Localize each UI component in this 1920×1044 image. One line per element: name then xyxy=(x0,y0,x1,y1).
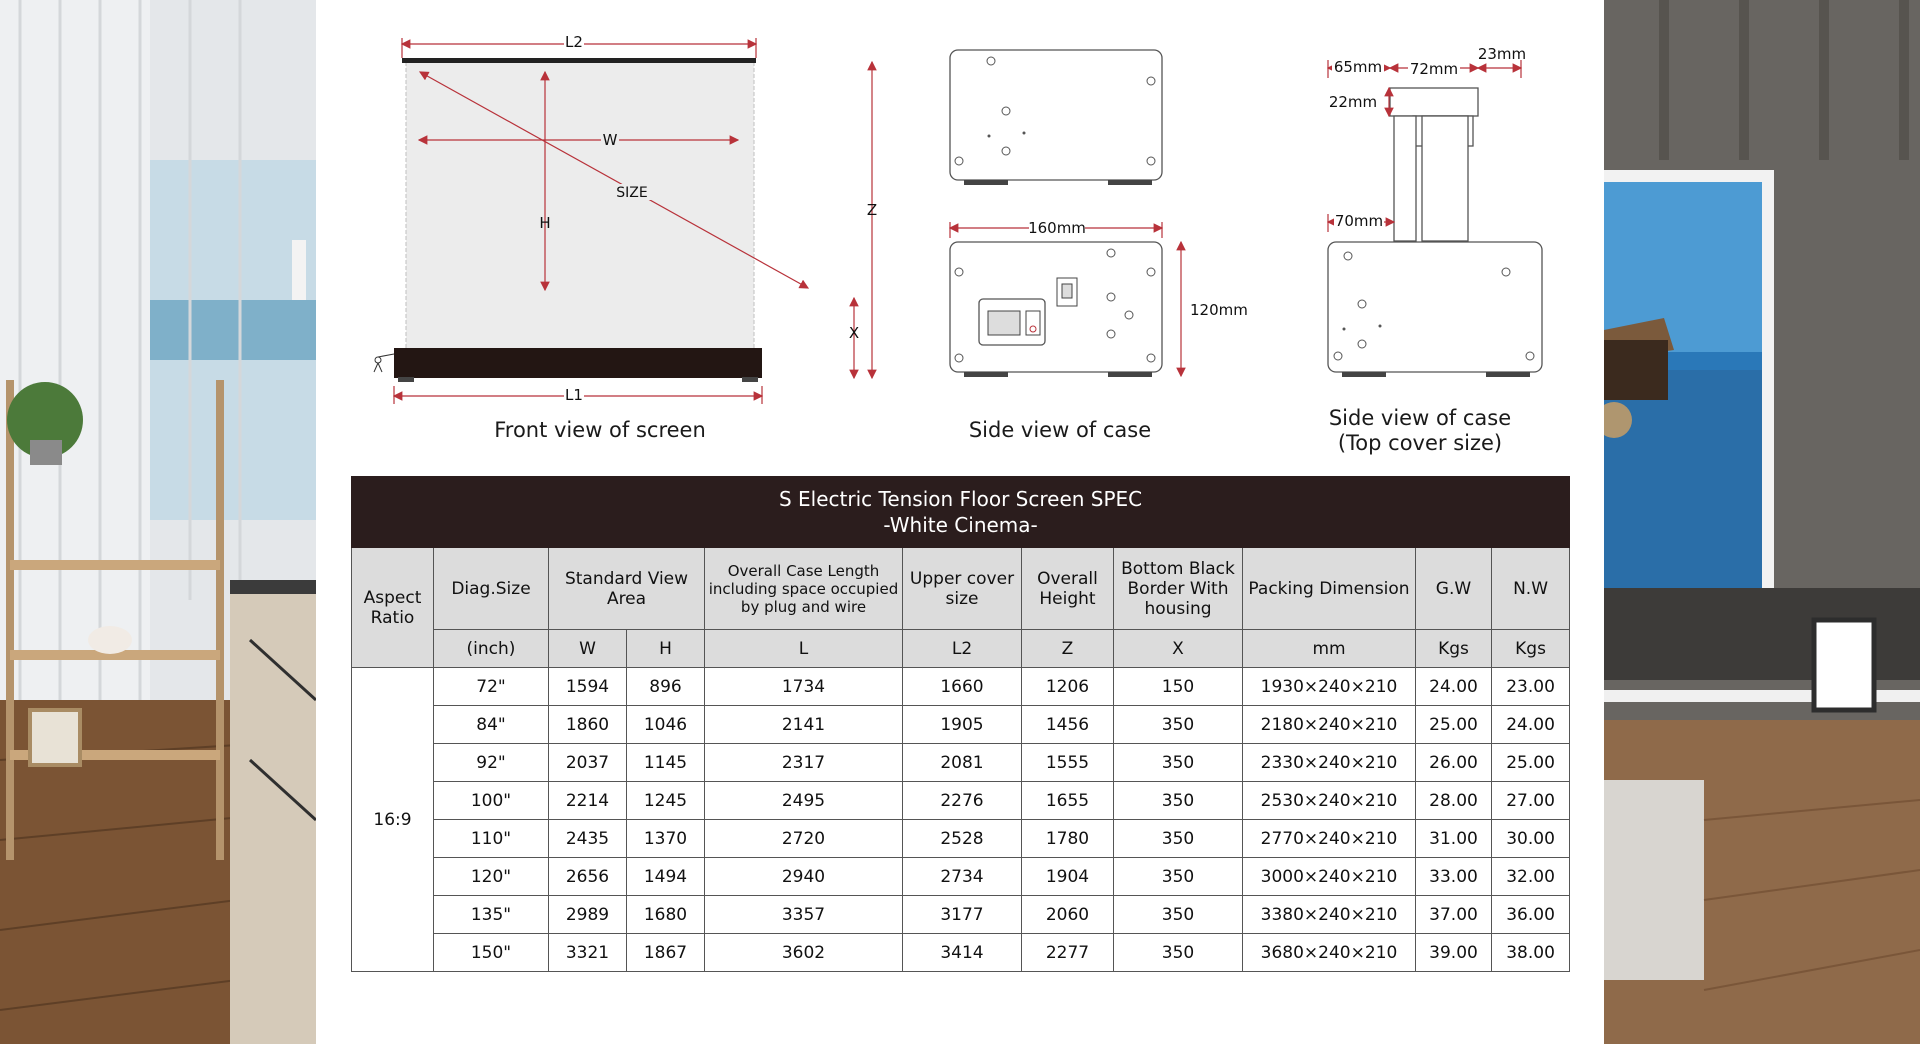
table-title-line2: -White Cinema- xyxy=(883,513,1038,537)
cell-packing: 3680×240×210 xyxy=(1243,934,1416,972)
cell-packing: 3380×240×210 xyxy=(1243,896,1416,934)
cell-packing: 1930×240×210 xyxy=(1243,668,1416,706)
table-row xyxy=(352,706,1570,744)
right-room-photo xyxy=(1604,0,1920,1044)
left-room-illustration xyxy=(0,0,316,1044)
cell-x: 350 xyxy=(1114,744,1243,782)
caption-top-cover-line1: Side view of case xyxy=(1328,406,1512,430)
label-l1: L1 xyxy=(565,386,583,404)
cell-w: 3321 xyxy=(549,934,627,972)
cell-l2: 2528 xyxy=(903,820,1022,858)
cell-h: 1370 xyxy=(627,820,705,858)
table-row xyxy=(352,858,1570,896)
front-view-diagram xyxy=(374,33,877,405)
diagrams-area xyxy=(316,0,1604,470)
unit-nw: Kgs xyxy=(1492,630,1570,668)
case-top-view xyxy=(950,50,1162,180)
cell-diag: 135" xyxy=(434,896,549,934)
cell-nw: 30.00 xyxy=(1492,820,1570,858)
table-row xyxy=(352,782,1570,820)
screen-surface xyxy=(406,62,754,352)
cell-l2: 1905 xyxy=(903,706,1022,744)
cell-gw: 31.00 xyxy=(1416,820,1492,858)
cell-h: 1494 xyxy=(627,858,705,896)
cell-gw: 39.00 xyxy=(1416,934,1492,972)
cell-h: 1145 xyxy=(627,744,705,782)
cell-nw: 27.00 xyxy=(1492,782,1570,820)
unit-mm: mm xyxy=(1243,630,1416,668)
cell-aspect-ratio: 16:9 xyxy=(352,668,434,972)
cell-z: 1780 xyxy=(1022,820,1114,858)
table-title-line1: S Electric Tension Floor Screen SPEC xyxy=(778,487,1143,511)
table-title xyxy=(352,477,1570,548)
caption-top-cover xyxy=(1280,406,1560,456)
cell-l2: 3414 xyxy=(903,934,1022,972)
cell-gw: 24.00 xyxy=(1416,668,1492,706)
label-23mm: 23mm xyxy=(1477,45,1527,63)
header-bottom-border: Bottom Black Border With housing xyxy=(1114,548,1243,630)
cell-x: 350 xyxy=(1114,820,1243,858)
top-cover-diagram xyxy=(1328,45,1542,377)
header-standard-view: Standard View Area xyxy=(549,548,705,630)
cell-diag: 72" xyxy=(434,668,549,706)
cell-h: 1867 xyxy=(627,934,705,972)
cell-l2: 2276 xyxy=(903,782,1022,820)
header-overall-height: Overall Height xyxy=(1022,548,1114,630)
side-view-diagram xyxy=(950,50,1248,377)
unit-diag: (inch) xyxy=(434,630,549,668)
cell-l2: 3177 xyxy=(903,896,1022,934)
cell-packing: 2180×240×210 xyxy=(1243,706,1416,744)
cell-z: 1456 xyxy=(1022,706,1114,744)
cell-x: 350 xyxy=(1114,706,1243,744)
cell-l: 2317 xyxy=(705,744,903,782)
cell-z: 1206 xyxy=(1022,668,1114,706)
left-room-photo xyxy=(0,0,316,1044)
unit-h: H xyxy=(627,630,705,668)
label-l2: L2 xyxy=(565,33,583,51)
table-row xyxy=(352,896,1570,934)
header-packing: Packing Dimension xyxy=(1243,548,1416,630)
label-22mm: 22mm xyxy=(1328,93,1378,111)
cell-nw: 24.00 xyxy=(1492,706,1570,744)
cell-l2: 2734 xyxy=(903,858,1022,896)
cell-h: 1680 xyxy=(627,896,705,934)
unit-l: L xyxy=(705,630,903,668)
label-h: H xyxy=(539,214,551,232)
cell-packing: 2770×240×210 xyxy=(1243,820,1416,858)
cell-z: 2277 xyxy=(1022,934,1114,972)
cell-x: 350 xyxy=(1114,934,1243,972)
cell-l: 3602 xyxy=(705,934,903,972)
cell-l: 3357 xyxy=(705,896,903,934)
unit-l2: L2 xyxy=(903,630,1022,668)
cell-diag: 120" xyxy=(434,858,549,896)
cell-l: 2720 xyxy=(705,820,903,858)
header-diag-size: Diag.Size xyxy=(434,548,549,630)
table-row xyxy=(352,744,1570,782)
header-nw: N.W xyxy=(1492,548,1570,630)
cell-gw: 33.00 xyxy=(1416,858,1492,896)
right-room-illustration xyxy=(1604,0,1920,1044)
header-aspect-ratio: Aspect Ratio xyxy=(352,548,434,668)
header-gw: G.W xyxy=(1416,548,1492,630)
label-w: W xyxy=(602,131,618,149)
cell-w: 2435 xyxy=(549,820,627,858)
label-z: Z xyxy=(866,201,878,219)
cell-gw: 28.00 xyxy=(1416,782,1492,820)
label-70mm: 70mm xyxy=(1334,212,1384,230)
cell-w: 2214 xyxy=(549,782,627,820)
cell-diag: 110" xyxy=(434,820,549,858)
cell-packing: 2530×240×210 xyxy=(1243,782,1416,820)
screen-top-bar xyxy=(402,58,756,63)
cell-w: 2989 xyxy=(549,896,627,934)
cell-gw: 37.00 xyxy=(1416,896,1492,934)
cell-gw: 26.00 xyxy=(1416,744,1492,782)
cell-nw: 36.00 xyxy=(1492,896,1570,934)
header-case-length: Overall Case Length including space occupied by plug and wire xyxy=(705,548,903,630)
cell-diag: 100" xyxy=(434,782,549,820)
cell-nw: 32.00 xyxy=(1492,858,1570,896)
label-72mm: 72mm xyxy=(1409,60,1459,78)
label-160mm: 160mm xyxy=(1028,219,1086,237)
cell-nw: 25.00 xyxy=(1492,744,1570,782)
unit-x: X xyxy=(1114,630,1243,668)
cell-l: 2141 xyxy=(705,706,903,744)
cell-x: 350 xyxy=(1114,782,1243,820)
cell-w: 1860 xyxy=(549,706,627,744)
label-65mm: 65mm xyxy=(1333,58,1383,76)
cell-x: 350 xyxy=(1114,896,1243,934)
table-row xyxy=(352,820,1570,858)
label-120mm: 120mm xyxy=(1190,301,1248,319)
label-x: X xyxy=(848,324,860,342)
cell-z: 1655 xyxy=(1022,782,1114,820)
cell-l2: 2081 xyxy=(903,744,1022,782)
cell-h: 1046 xyxy=(627,706,705,744)
unit-w: W xyxy=(549,630,627,668)
cell-l: 1734 xyxy=(705,668,903,706)
cell-l: 2940 xyxy=(705,858,903,896)
cell-diag: 150" xyxy=(434,934,549,972)
cell-packing: 3000×240×210 xyxy=(1243,858,1416,896)
cell-w: 2656 xyxy=(549,858,627,896)
table-row xyxy=(352,934,1570,972)
unit-z: Z xyxy=(1022,630,1114,668)
cell-z: 1904 xyxy=(1022,858,1114,896)
label-size: SIZE xyxy=(616,185,648,201)
cell-h: 1245 xyxy=(627,782,705,820)
cell-w: 2037 xyxy=(549,744,627,782)
cell-packing: 2330×240×210 xyxy=(1243,744,1416,782)
cell-l2: 1660 xyxy=(903,668,1022,706)
caption-side-view: Side view of case xyxy=(968,418,1152,442)
cell-h: 896 xyxy=(627,668,705,706)
cell-x: 150 xyxy=(1114,668,1243,706)
cell-w: 1594 xyxy=(549,668,627,706)
table-row xyxy=(352,668,1570,706)
cell-x: 350 xyxy=(1114,858,1243,896)
cell-nw: 23.00 xyxy=(1492,668,1570,706)
caption-top-cover-line2: (Top cover size) xyxy=(1337,431,1503,455)
cell-diag: 84" xyxy=(434,706,549,744)
unit-gw: Kgs xyxy=(1416,630,1492,668)
cell-l: 2495 xyxy=(705,782,903,820)
spec-table-body xyxy=(352,668,1570,972)
cell-gw: 25.00 xyxy=(1416,706,1492,744)
screen-housing xyxy=(394,348,762,378)
cell-z: 1555 xyxy=(1022,744,1114,782)
spec-table xyxy=(351,476,1570,972)
cell-nw: 38.00 xyxy=(1492,934,1570,972)
cell-z: 2060 xyxy=(1022,896,1114,934)
header-upper-cover: Upper cover size xyxy=(903,548,1022,630)
caption-front-view: Front view of screen xyxy=(494,418,706,442)
cell-diag: 92" xyxy=(434,744,549,782)
